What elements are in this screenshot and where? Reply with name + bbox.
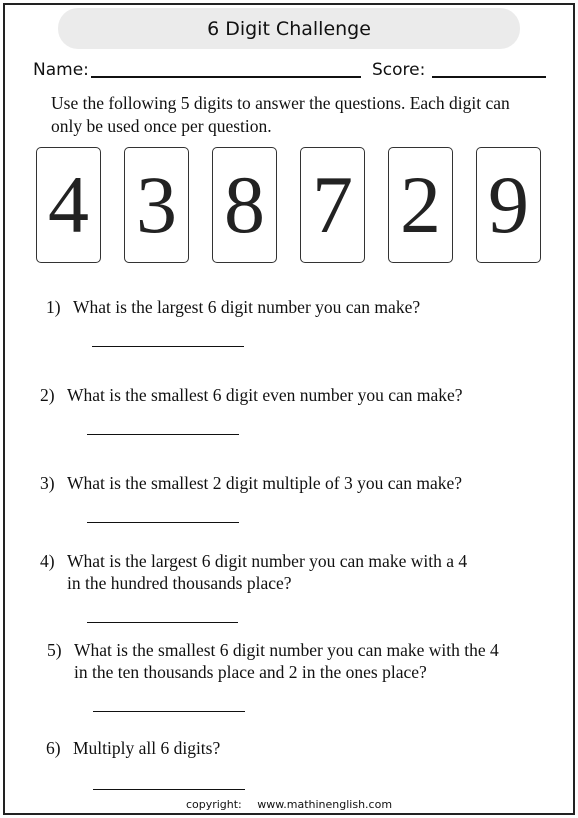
digit-cards bbox=[36, 147, 544, 265]
answer-line-1[interactable] bbox=[92, 346, 244, 347]
question-text: What is the smallest 6 digit number you can make with the 4 bbox=[73, 640, 499, 660]
score-label: Score: bbox=[372, 60, 426, 80]
instructions: Use the following 5 digits to answer the questions. Each digit can only be used once per question. bbox=[51, 93, 510, 136]
question-6 bbox=[46, 737, 220, 759]
answer-line-2[interactable] bbox=[87, 434, 239, 435]
question-5 bbox=[47, 639, 499, 661]
score-field[interactable] bbox=[432, 76, 546, 78]
question-5-line-2: in the ten thousands place and 2 in the ones place? bbox=[74, 662, 427, 682]
worksheet-title bbox=[58, 8, 520, 49]
question-1 bbox=[46, 296, 420, 318]
digit-card: 8 bbox=[212, 147, 277, 263]
answer-line-4[interactable] bbox=[87, 622, 238, 623]
digit-card: 7 bbox=[300, 147, 365, 263]
digit-card: 2 bbox=[388, 147, 453, 263]
question-4 bbox=[40, 550, 467, 572]
question-4-line-2: in the hundred thousands place? bbox=[67, 573, 292, 593]
question-text: What is the smallest 2 digit multiple of 3 you can make? bbox=[66, 473, 463, 493]
website-link[interactable]: www.mathinenglish.com bbox=[257, 798, 393, 811]
answer-line-5[interactable] bbox=[93, 711, 245, 712]
question-text: Multiply all 6 digits? bbox=[72, 738, 221, 758]
question-3 bbox=[40, 472, 462, 494]
title-text: 6 Digit Challenge bbox=[207, 17, 371, 40]
digit-card: 3 bbox=[124, 147, 189, 263]
question-number: 4) bbox=[40, 551, 55, 571]
question-text: What is the largest 6 digit number you can make with a 4 bbox=[66, 551, 468, 571]
name-label: Name: bbox=[33, 60, 89, 80]
copyright-label: copyright: bbox=[185, 798, 242, 811]
question-number: 6) bbox=[46, 738, 61, 758]
answer-line-3[interactable] bbox=[87, 522, 239, 523]
question-number: 2) bbox=[40, 385, 55, 405]
digit-card: 4 bbox=[36, 147, 101, 263]
name-field[interactable] bbox=[91, 76, 361, 78]
question-number: 5) bbox=[47, 640, 62, 660]
footer bbox=[0, 798, 578, 811]
question-2 bbox=[40, 384, 463, 406]
digit-card: 9 bbox=[476, 147, 541, 263]
question-number: 1) bbox=[46, 297, 61, 317]
question-text: What is the largest 6 digit number you can make? bbox=[72, 297, 421, 317]
answer-line-6[interactable] bbox=[93, 789, 245, 790]
question-number: 3) bbox=[40, 473, 55, 493]
question-text: What is the smallest 6 digit even number you can make? bbox=[66, 385, 463, 405]
